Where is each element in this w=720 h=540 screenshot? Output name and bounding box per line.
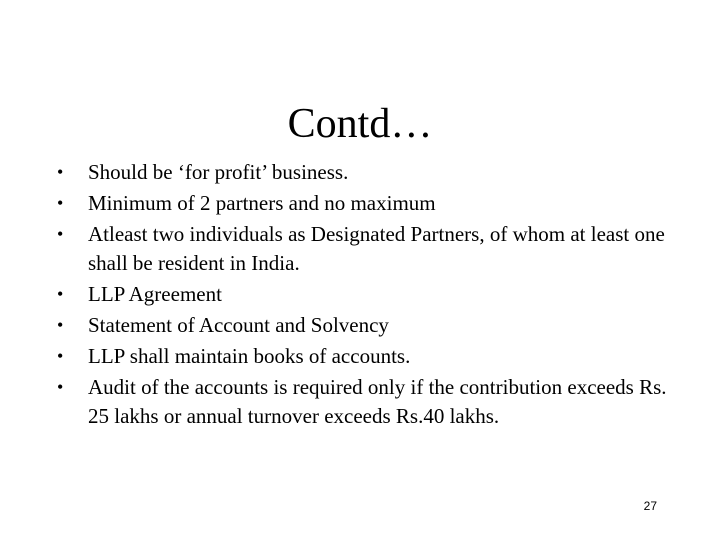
bullet-text: Minimum of 2 partners and no maximum [88,191,436,215]
bullet-icon: • [57,377,64,397]
bullet-item [55,158,675,187]
bullet-icon: • [57,193,64,213]
bullet-icon: • [57,284,64,304]
bullet-item [55,342,675,371]
bullet-list [55,158,675,433]
bullet-icon: • [57,315,64,335]
bullet-icon: • [57,224,64,244]
bullet-text: LLP Agreement [88,282,222,306]
bullet-text: LLP shall maintain books of accounts. [88,344,411,368]
bullet-item [55,280,675,309]
bullet-item [55,311,675,340]
bullet-icon: • [57,346,64,366]
page-number: 27 [643,499,657,513]
bullet-text: Should be ‘for profit’ business. [88,160,349,184]
bullet-text: Statement of Account and Solvency [88,313,389,337]
slide-title: Contd… [287,101,433,148]
bullet-item [55,373,675,431]
bullet-text: Audit of the accounts is required only if the contribution exceeds Rs. 25 lakhs or annual turnover exceeds Rs.40 lakhs. [88,375,667,428]
bullet-icon: • [57,162,64,182]
bullet-item [55,189,675,218]
bullet-item [55,220,675,278]
bullet-text: Atleast two individuals as Designated Partners, of whom at least one shall be resident in India. [88,222,665,275]
